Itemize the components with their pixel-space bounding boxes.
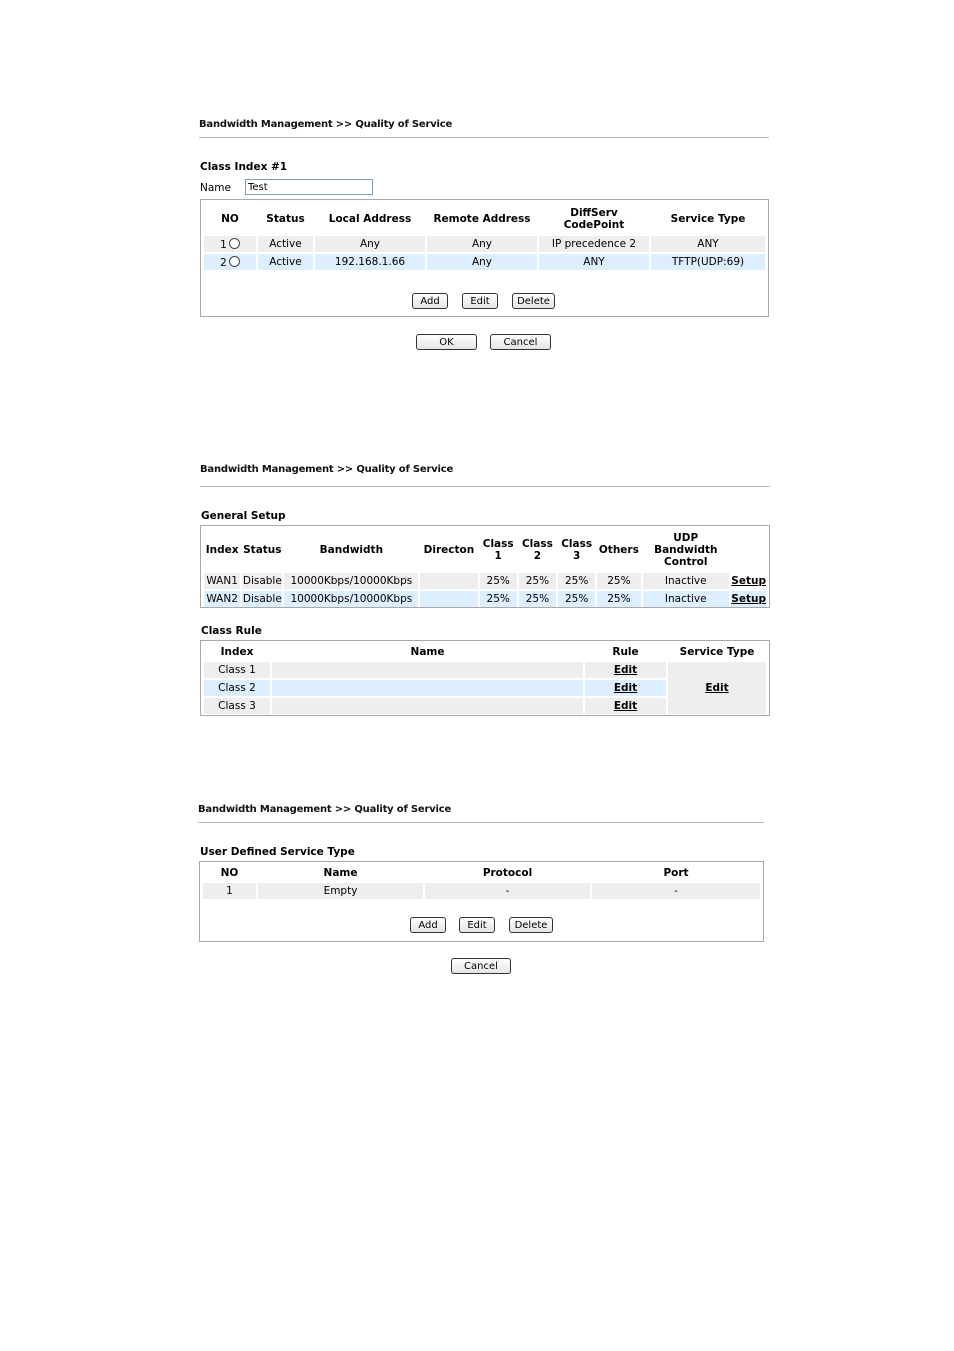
breadcrumb: Bandwidth Management >> Quality of Service	[200, 464, 454, 475]
cell-status: Disable	[242, 575, 282, 587]
row-dscp: ANY	[539, 254, 649, 270]
cell-class2: 25%	[519, 591, 556, 607]
col-port: Port	[663, 867, 689, 879]
general-setup-title: General Setup	[201, 510, 286, 522]
general-setup-table	[202, 527, 768, 609]
rule-table	[202, 202, 767, 272]
cell-index: WAN2	[204, 591, 240, 607]
cell-udp: Inactive	[643, 573, 730, 589]
divider	[198, 822, 764, 823]
col-action	[731, 529, 766, 571]
table-row[interactable]	[204, 254, 765, 270]
class-rule-table	[202, 642, 768, 716]
cell-bandwidth: 10000Kbps/10000Kbps	[284, 591, 418, 607]
cell-action	[731, 591, 766, 607]
name-input[interactable]	[245, 179, 373, 195]
delete-button[interactable]: Delete	[512, 293, 555, 309]
edit-button[interactable]: Edit	[459, 917, 495, 933]
col-no: NO	[221, 213, 239, 225]
cell-no: 1	[203, 883, 256, 899]
row-remote: Any	[427, 254, 537, 270]
col-udp-bandwidth-control: UDP Bandwidth Control	[654, 532, 718, 568]
col-rule: Rule	[612, 646, 639, 658]
row-status: Active	[258, 254, 313, 270]
radio-button[interactable]	[229, 256, 240, 267]
divider	[200, 486, 770, 487]
rule-edit-link[interactable]: Edit	[613, 664, 638, 676]
general-setup-box	[200, 525, 770, 608]
cell-port: -	[592, 883, 760, 899]
rule-edit-link[interactable]: Edit	[613, 682, 638, 694]
cell-direction	[420, 591, 477, 607]
col-name: Name	[323, 867, 358, 879]
class-rule-box	[200, 640, 770, 716]
table-row	[204, 662, 766, 678]
cell-name	[272, 698, 583, 714]
setup-link[interactable]: Setup	[731, 575, 766, 587]
radio-button[interactable]	[229, 238, 240, 249]
setup-link[interactable]: Setup	[731, 593, 766, 605]
cell-rule	[585, 698, 666, 714]
edit-button[interactable]: Edit	[462, 293, 498, 309]
cancel-button[interactable]: Cancel	[451, 958, 511, 974]
cell-udp: Inactive	[643, 591, 730, 607]
cell-name	[272, 662, 583, 678]
divider	[199, 137, 769, 138]
row-no[interactable]: 2	[204, 254, 256, 270]
cell-class1: 25%	[480, 573, 517, 589]
user-defined-service-type-title: User Defined Service Type	[200, 846, 355, 858]
col-class1: Class 1	[482, 538, 514, 562]
class-index-title: Class Index #1	[200, 161, 288, 173]
col-name: Name	[410, 646, 445, 658]
col-status: Status	[266, 213, 305, 225]
cell-rule	[585, 680, 666, 696]
row-remote: Any	[427, 236, 537, 252]
col-others: Others	[598, 544, 639, 556]
ok-button[interactable]: OK	[416, 334, 477, 350]
col-diffserv: DiffServ CodePoint	[563, 207, 625, 231]
cell-action	[731, 573, 766, 589]
breadcrumb: Bandwidth Management >> Quality of Service	[198, 804, 452, 815]
cell-status: Disable	[242, 593, 282, 605]
delete-button[interactable]: Delete	[509, 917, 553, 933]
col-index: Index	[205, 544, 239, 556]
row-service: TFTP(UDP:69)	[651, 254, 765, 270]
cell-name: Empty	[258, 883, 423, 899]
rule-list-box	[200, 199, 769, 317]
col-class2: Class 2	[521, 538, 553, 562]
col-remote-address: Remote Address	[433, 213, 531, 225]
cell-name	[272, 680, 583, 696]
col-status: Status	[243, 544, 282, 556]
breadcrumb: Bandwidth Management >> Quality of Service	[199, 119, 453, 130]
cell-rule	[585, 662, 666, 678]
col-index: Index	[220, 646, 254, 658]
col-bandwidth: Bandwidth	[319, 544, 384, 556]
service-type-edit-link[interactable]: Edit	[705, 682, 729, 694]
col-class3: Class 3	[561, 538, 593, 562]
service-type-box	[199, 861, 764, 942]
cell-index: WAN1	[204, 573, 240, 589]
row-dscp: IP precedence 2	[539, 236, 649, 252]
table-row	[204, 573, 766, 589]
cell-index: Class 1	[204, 662, 270, 678]
class-rule-title: Class Rule	[201, 625, 262, 637]
cell-protocol: -	[425, 883, 590, 899]
rule-edit-link[interactable]: Edit	[613, 700, 638, 712]
cell-index: Class 3	[204, 698, 270, 714]
row-local: Any	[315, 236, 425, 252]
col-service-type: Service Type	[679, 646, 755, 658]
row-no[interactable]: 1	[204, 236, 256, 252]
service-type-table	[201, 863, 762, 901]
add-button[interactable]: Add	[412, 293, 448, 309]
col-direction: Directon	[423, 544, 475, 556]
row-local: 192.168.1.66	[315, 254, 425, 270]
add-button[interactable]: Add	[410, 917, 446, 933]
col-local-address: Local Address	[328, 213, 412, 225]
cell-others: 25%	[597, 573, 640, 589]
col-service-type: Service Type	[670, 213, 746, 225]
cell-class3: 25%	[558, 591, 595, 607]
row-status: Active	[258, 236, 313, 252]
col-no: NO	[220, 867, 239, 879]
table-row[interactable]	[204, 236, 765, 252]
cell-index: Class 2	[204, 680, 270, 696]
cell-direction	[420, 573, 477, 589]
cancel-button[interactable]: Cancel	[490, 334, 551, 350]
name-label: Name	[200, 182, 231, 194]
cell-class2: 25%	[519, 573, 556, 589]
cell-others: 25%	[597, 591, 640, 607]
table-row	[203, 883, 760, 899]
cell-service-type	[668, 662, 766, 714]
cell-bandwidth: 10000Kbps/10000Kbps	[284, 573, 418, 589]
cell-class3: 25%	[558, 573, 595, 589]
table-row	[204, 591, 766, 607]
cell-class1: 25%	[480, 591, 517, 607]
col-protocol: Protocol	[482, 867, 533, 879]
row-service: ANY	[651, 236, 765, 252]
